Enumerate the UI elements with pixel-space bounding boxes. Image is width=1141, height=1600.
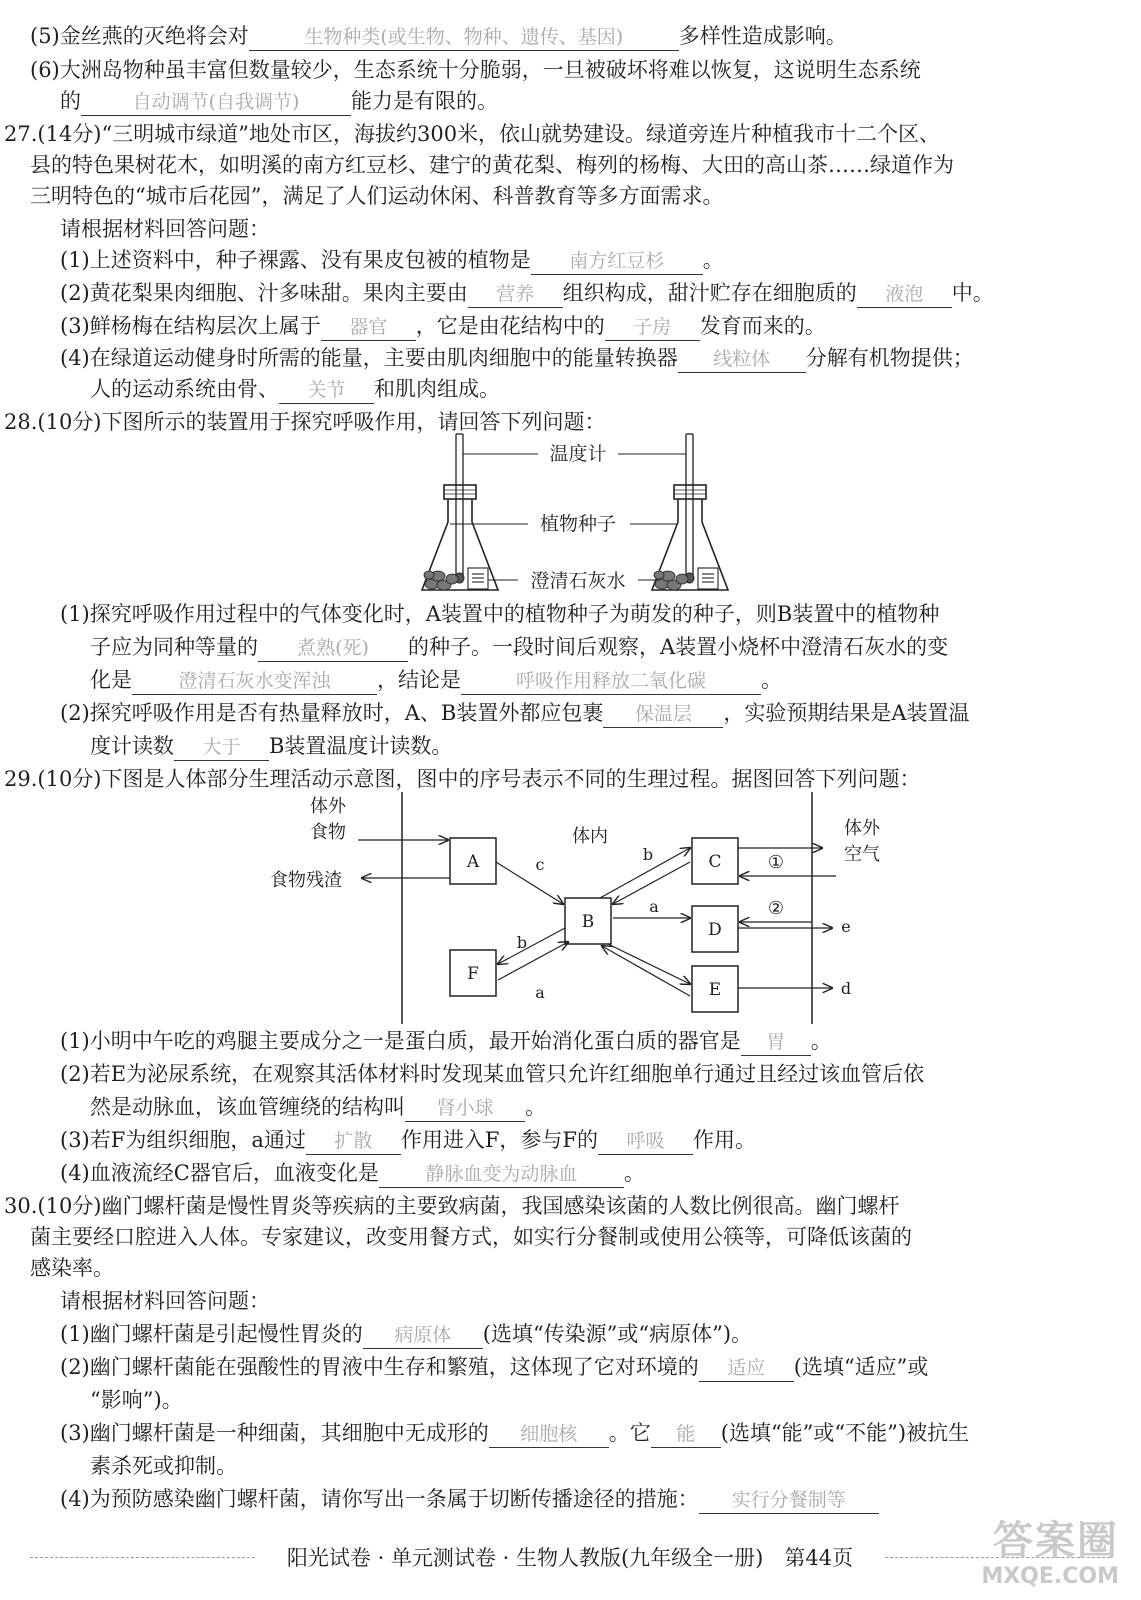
lime-beaker-b [698, 568, 718, 589]
label-food-residue: 食物残渣 [270, 870, 342, 891]
label-plant-seeds: 植物种子 [539, 513, 617, 535]
answer-blank: 营养 [468, 281, 563, 308]
box-a-label: A [466, 852, 480, 872]
answer-blank: 子房 [605, 314, 700, 341]
q27-stem-line3: 三明特色的“城市后花园”，满足了人们运动休闲、科普教育等多方面需求。 [30, 184, 724, 208]
lime-beaker-a [468, 568, 488, 589]
q29-item4: (4)血液流经C器官后，血液变化是 静脉血变为动脉血 。 [60, 1158, 645, 1188]
q30-stem-line1: 30.(10分)幽门螺杆菌是慢性胃炎等疾病的主要致病菌，我国感染该菌的人数比例很高。幽门螺杆 [4, 1194, 900, 1218]
answer-blank: 肾小球 [405, 1095, 525, 1122]
respiration-apparatus-figure [410, 430, 750, 605]
answer-blank: 静脉血变为动脉血 [379, 1161, 624, 1188]
label-a-top: a [649, 897, 659, 916]
answer-blank: 适应 [699, 1355, 794, 1382]
q28-item1-line2: 子应为同种等量的 煮熟(死) 的种子。一段时间后观察，A装置小烧杯中澄清石灰水的变 [90, 632, 948, 662]
q28-item2-line1: (2)探究呼吸作用是否有热量释放时，A、B装置外都应包裹 保温层 ，实验预期结果是A装置温 [60, 698, 970, 728]
box-f-label: F [467, 964, 479, 984]
label-a-bottom: a [535, 983, 545, 1002]
q28-item1-line3: 化是 澄清石灰水变浑浊 ，结论是 呼吸作用释放二氧化碳 。 [90, 665, 782, 695]
label-e: e [841, 917, 851, 936]
answer-blank: 能 [651, 1421, 721, 1448]
answer-blank: 器官 [321, 314, 416, 341]
label-inside-body: 体内 [572, 826, 608, 847]
answer-blank: 生物种类(或生物、物种、遗传、基因) [249, 24, 679, 51]
q30-item4: (4)为预防感染幽门螺杆菌，请你写出一条属于切断传播途径的措施： 实行分餐制等 [60, 1484, 879, 1514]
q28-stem: 28.(10分)下图所示的装置用于探究呼吸作用，请回答下列问题： [4, 410, 606, 434]
q30-item1: (1)幽门螺杆菌是引起慢性胃炎的 病原体 (选填“传染源”或“病原体”)。 [60, 1319, 752, 1349]
q27-item4-line2: 人的运动系统由骨、 关节 和肌肉组成。 [90, 374, 500, 404]
q27-item1: (1)上述资料中，种子裸露、没有果皮包被的植物是 南方红豆杉 。 [60, 245, 724, 275]
answer-blank: 细胞核 [489, 1421, 609, 1448]
answer-blank: 呼吸作用释放二氧化碳 [461, 668, 761, 695]
answer-blank: 煮熟(死) [258, 635, 408, 662]
thermometer-b [685, 434, 694, 583]
label-thermometer: 温度计 [549, 443, 607, 465]
human-physiology-diagram [250, 790, 890, 1026]
box-e-label: E [708, 980, 722, 1000]
answer-blank: 扩散 [306, 1128, 401, 1155]
label-outside-air-1: 体外 [844, 818, 880, 839]
footer-text: 阳光试卷 · 单元测试卷 · 生物人教版(九年级全一册) 第44页 [286, 1546, 854, 1570]
box-b-label: B [581, 912, 595, 932]
q26-item6-line2: 的 自动调节(自我调节) 能力是有限的。 [60, 86, 498, 116]
label-outside-body-food-2: 食物 [310, 822, 346, 843]
answer-blank: 大于 [174, 734, 269, 761]
seeds-a [424, 571, 458, 590]
q26-item6-line1: (6)大洲岛物种虽丰富但数量较少，生态系统十分脆弱，一旦被破坏将难以恢复，这说明生态系统 [30, 58, 921, 82]
label-outside-body-food-1: 体外 [310, 796, 346, 817]
answer-blank: 病原体 [363, 1322, 483, 1349]
answer-blank: 南方红豆杉 [531, 248, 703, 275]
q29-item1: (1)小明中午吃的鸡腿主要成分之一是蛋白质，最开始消化蛋白质的器官是 胃 。 [60, 1026, 832, 1056]
answer-blank: 呼吸 [598, 1128, 693, 1155]
q30-item3-line1: (3)幽门螺杆菌是一种细菌，其细胞中无成形的 细胞核 。它 能 (选填“能”或“不能”)被抗生 [60, 1418, 969, 1448]
thermometer-a [455, 434, 464, 583]
process-2: ② [767, 898, 785, 919]
q30-prompt: 请根据材料回答问题： [60, 1289, 270, 1313]
box-d-label: D [708, 920, 722, 940]
q30-item2-line2: “影响”)。 [90, 1388, 183, 1412]
q26-item5: (5)金丝燕的灭绝将会对 生物种类(或生物、物种、遗传、基因) 多样性造成影响。 [30, 21, 847, 51]
answer-blank: 实行分餐制等 [699, 1487, 879, 1514]
answer-blank: 澄清石灰水变浑浊 [132, 668, 377, 695]
q27-prompt: 请根据材料回答问题： [60, 217, 270, 241]
label-c: c [535, 855, 545, 874]
page-footer [30, 1543, 1110, 1573]
label-b-top: b [642, 845, 654, 864]
q27-item3: (3)鲜杨梅在结构层次上属于 器官 ，它是由花结构中的 子房 发育而来的。 [60, 311, 826, 341]
label-outside-air-2: 空气 [844, 844, 880, 865]
q29-item3: (3)若F为组织细胞，a通过 扩散 作用进入F，参与F的 呼吸 作用。 [60, 1125, 756, 1155]
answer-blank: 线粒体 [678, 346, 806, 373]
answer-blank: 保温层 [603, 701, 723, 728]
q27-item2: (2)黄花梨果肉细胞、汁多味甜。果肉主要由 营养 组织构成，甜汁贮存在细胞质的 液泡 中。 [60, 278, 994, 308]
box-c-label: C [708, 852, 722, 872]
q30-item3-line2: 素杀死或抑制。 [90, 1454, 237, 1478]
q28-item1-line1: (1)探究呼吸作用过程中的气体变化时，A装置中的植物种子为萌发的种子，则B装置中的植物种 [60, 602, 940, 626]
answer-blank: 自动调节(自我调节) [81, 89, 351, 116]
label-limewater: 澄清石灰水 [530, 570, 626, 592]
q29-item2-line1: (2)若E为泌尿系统，在观察其活体材料时发现某血管只允许红细胞单行通过且经过该血管后依 [60, 1062, 925, 1086]
watermark-logo: 答案圈 MXQE.COM [981, 1518, 1119, 1589]
q30-item2-line1: (2)幽门螺杆菌能在强酸性的胃液中生存和繁殖，这体现了它对环境的 适应 (选填“适应”或 [60, 1352, 928, 1382]
q30-stem-line3: 感染率。 [30, 1256, 114, 1280]
answer-blank: 关节 [279, 377, 374, 404]
answer-blank: 胃 [741, 1029, 811, 1056]
label-b-bottom: b [516, 933, 528, 952]
q27-stem-line1: 27.(14分)“三明城市绿道”地处市区，海拔约300米，依山就势建设。绿道旁连片种植我市十二个区、 [4, 122, 941, 146]
answer-blank: 液泡 [857, 281, 952, 308]
q30-stem-line2: 菌主要经口腔进入人体。专家建议，改变用餐方式，如实行分餐制或使用公筷等，可降低该菌的 [30, 1225, 912, 1249]
q29-stem: 29.(10分)下图是人体部分生理活动示意图，图中的序号表示不同的生理过程。据图回答下列问题： [4, 767, 921, 791]
q28-item2-line2: 度计读数 大于 B装置温度计读数。 [90, 731, 452, 761]
q29-item2-line2: 然是动脉血，该血管缠绕的结构叫 肾小球 。 [90, 1092, 546, 1122]
q27-stem-line2: 县的特色果树花木，如明溪的南方红豆杉、建宁的黄花梨、梅列的杨梅、大田的高山茶……绿道作为 [30, 153, 954, 177]
process-1: ① [767, 852, 785, 873]
q27-item4-line1: (4)在绿道运动健身时所需的能量，主要由肌肉细胞中的能量转换器 线粒体 分解有机物提供； [60, 343, 974, 373]
label-d: d [840, 979, 852, 998]
